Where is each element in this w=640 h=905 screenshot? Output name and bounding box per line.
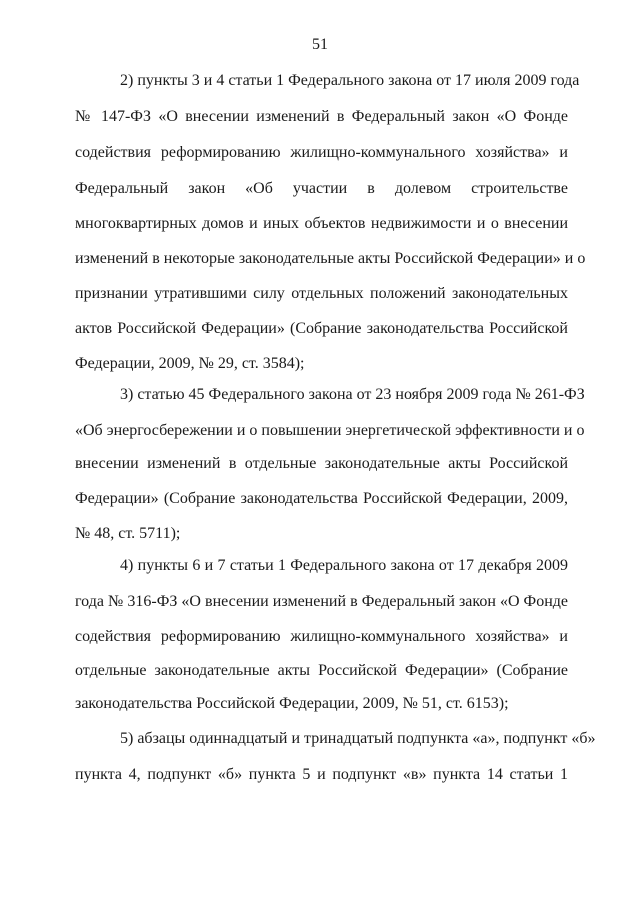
text-line: года № 316-ФЗ «О внесении изменений в Федеральный закон «О Фонде — [75, 593, 568, 610]
text-line: Федерации, 2009, № 29, ст. 3584); — [75, 355, 305, 372]
text-line: отдельные законодательные акты Российской Федерации» (Собрание — [75, 662, 568, 679]
page-number: 51 — [312, 36, 328, 53]
text-line: содействия реформированию жилищно-коммунального хозяйства» и — [75, 144, 568, 161]
text-line: изменений в некоторые законодательные акты Российской Федерации» и о — [75, 250, 586, 267]
text-line: признании утратившими силу отдельных положений законодательных — [75, 285, 568, 302]
text-line: 5) абзацы одиннадцатый и тринадцатый подпункта «а», подпункт «б» — [120, 730, 596, 747]
text-line: Федеральный закон «Об участии в долевом строительстве — [75, 180, 568, 197]
text-line: многоквартирных домов и иных объектов недвижимости и о внесении — [75, 215, 568, 232]
text-line: актов Российской Федерации» (Собрание законодательства Российской — [75, 320, 568, 337]
text-line: пункта 4, подпункт «б» пункта 5 и подпункт «в» пункта 14 статьи 1 — [75, 766, 568, 783]
text-line: законодательства Российской Федерации, 2009, № 51, ст. 6153); — [75, 695, 509, 712]
text-line: 2) пункты 3 и 4 статьи 1 Федерального закона от 17 июля 2009 года — [120, 72, 580, 89]
text-line: № 48, ст. 5711); — [75, 525, 181, 542]
text-line: внесении изменений в отдельные законодательные акты Российской — [75, 455, 568, 472]
text-line: 4) пункты 6 и 7 статьи 1 Федерального закона от 17 декабря 2009 — [120, 557, 568, 574]
text-line: Федерации» (Собрание законодательства Российской Федерации, 2009, — [75, 490, 568, 507]
text-line: «Об энергосбережении и о повышении энергетической эффективности и о — [75, 422, 585, 439]
text-line: № 147-ФЗ «О внесении изменений в Федеральный закон «О Фонде — [75, 108, 568, 125]
text-line: содействия реформированию жилищно-коммунального хозяйства» и — [75, 628, 568, 645]
text-line: 3) статью 45 Федерального закона от 23 ноября 2009 года № 261-ФЗ — [120, 386, 585, 403]
